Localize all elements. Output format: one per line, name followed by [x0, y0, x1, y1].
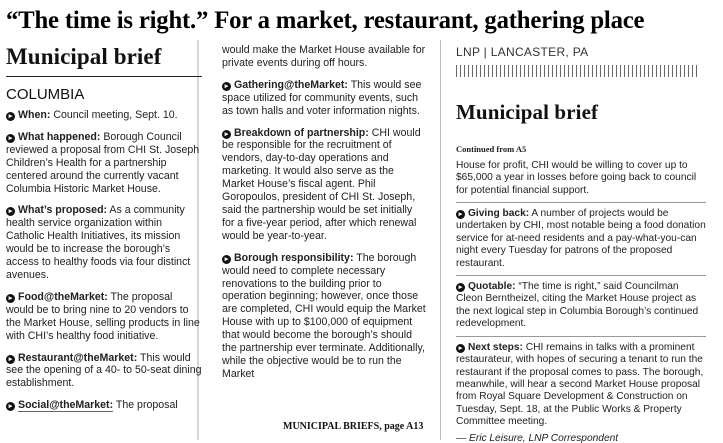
arrow-bullet-icon: ▸ [6, 207, 15, 216]
column-right [456, 44, 706, 443]
giving-text: A number of projects would be undertaken by CHI, most notable being a food donation service for at-need residents and a pay-what-you-can night every Tuesday for patrons of the proposed restaurant. [456, 208, 706, 269]
borough-text: The borough would need to complete necessary renovations to the building prior to operation beginning; however, once those are completed, CHI would equip the Market House with up to $100,000 of equipment that would become the borough’s should the partnership ever terminate. Additionally, while the objective would be to run the Market [222, 251, 426, 380]
byline: — Eric Leisure, LNP Correspondent [456, 432, 619, 443]
breakdown-text: CHI would be responsible for the recruitment of vendors, day-to-day operations and marketing. It would also serve as the Market House’s fiscal agent. Phil Goropoulos, president of CHI St. Joseph, said the partnership would be set initially for a five-year period, after which renewal would be year-to-year. [222, 126, 421, 242]
arrow-bullet-icon: ▸ [222, 82, 231, 91]
next-steps-label: Next steps: [468, 341, 523, 353]
food-text: The proposal would be to bring nine to 20 vendors to the Market House, selling products in line with CHI’s healthy food initiative. [6, 290, 200, 342]
arrow-bullet-icon: ▸ [6, 355, 15, 364]
quotable-item [456, 275, 706, 331]
clipping-divider [440, 40, 441, 440]
borough-item [222, 252, 427, 381]
when-label: When: [18, 109, 51, 121]
gathering-text: This would see space utilized for community events, such as town halls and voter information nights. [222, 78, 422, 117]
breakdown-item [222, 127, 427, 243]
social-item [6, 399, 202, 412]
arrow-bullet-icon: ▸ [456, 283, 465, 292]
arrow-bullet-icon: ▸ [222, 130, 231, 139]
jump-line: MUNICIPAL BRIEFS, page A13 [283, 421, 424, 432]
proposed-text: As a community health service organization within Catholic Health Initiatives, its mission would be to increase the borough’s access to healthy foods via four distinct avenues. [6, 204, 191, 281]
arrow-bullet-icon: ▸ [6, 402, 15, 411]
arrow-bullet-icon: ▸ [222, 255, 231, 264]
quotable-label: Quotable: [468, 281, 516, 293]
restaurant-item [6, 352, 202, 391]
next-steps-item [456, 336, 706, 429]
restaurant-label: Restaurant@theMarket: [18, 351, 138, 364]
column-middle [222, 44, 427, 390]
social-continued: would make the Market House available for private events during off hours. [222, 44, 426, 69]
continued-text: House for profit, CHI would be willing to cover up to $65,000 a year in losses before going back to council for potential financial support. [456, 159, 697, 196]
when-text: Council meeting, Sept. 10. [50, 109, 178, 121]
breakdown-label: Breakdown of partnership: [234, 126, 369, 139]
happened-item [6, 131, 202, 196]
rule-pattern [456, 65, 698, 77]
social-label: Social@theMarket: [18, 399, 114, 412]
column-left [6, 44, 202, 421]
headline: “The time is right.” For a market, restaurant, gathering place [6, 5, 645, 34]
happened-text: Borough Council reviewed a proposal from CHI St. Joseph Children’s Health for a partnership centered around the currently vacant Columbia Historic Market House. [6, 130, 200, 195]
gathering-item [222, 79, 427, 118]
giving-label: Giving back: [468, 208, 530, 220]
arrow-bullet-icon: ▸ [6, 134, 15, 143]
arrow-bullet-icon: ▸ [456, 344, 465, 353]
continued-from: Continued from A5 [456, 143, 527, 154]
next-steps-text: CHI remains in talks with a prominent restaurateur, with hopes of securing a tenant to run the restaurant if the proposal comes to pass. The borough, meanwhile, will hear a second Market House proposal from Royal Square Development & Construction on Tuesday, Sept. 18, at the Public Works & Property Committee meeting. [456, 341, 704, 428]
when-item [6, 109, 202, 122]
town-heading: COLUMBIA [6, 86, 85, 103]
giving-item [456, 202, 706, 270]
food-label: Food@theMarket: [18, 290, 108, 303]
food-item [6, 291, 202, 343]
quotable-text: “The time is right,” said Councilman Cleon Berntheizel, citing the Market House project as the next logical step in Columbia Borough’s continued redevelopment. [456, 281, 699, 330]
arrow-bullet-icon: ▸ [6, 294, 15, 303]
section-title: Municipal brief [6, 44, 202, 77]
borough-label: Borough responsibility: [234, 251, 354, 264]
arrow-bullet-icon: ▸ [6, 112, 15, 121]
section-title-right: Municipal brief [456, 99, 599, 124]
gathering-label: Gathering@theMarket: [234, 78, 348, 91]
proposed-label: What’s proposed: [18, 204, 108, 217]
masthead: LNP | LANCASTER, PA [456, 45, 589, 59]
proposed-item [6, 204, 202, 281]
happened-label: What happened: [18, 130, 101, 143]
social-text: The proposal [113, 399, 178, 412]
restaurant-text: This would see the opening of a 40- to 50-seat dining establishment. [6, 351, 202, 390]
arrow-bullet-icon: ▸ [456, 210, 465, 219]
